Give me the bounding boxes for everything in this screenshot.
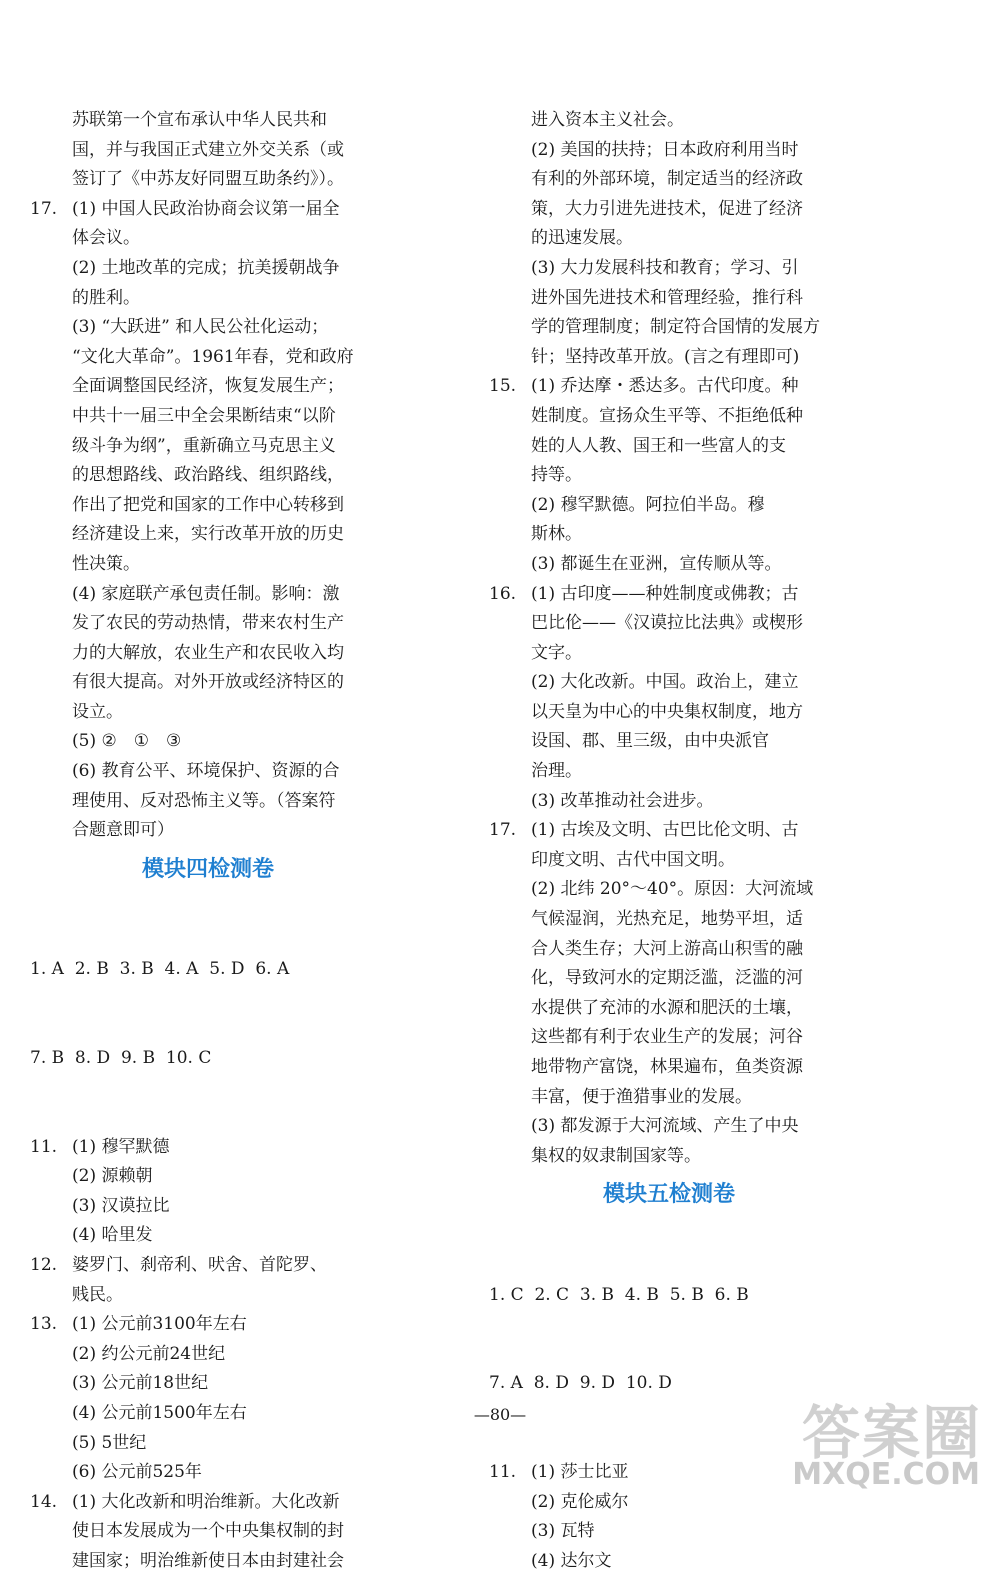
- question-number: 16.: [489, 583, 517, 604]
- q16-continuation: [30, 106, 386, 195]
- text-line: 发了农民的劳动热情，带来农村生产: [72, 613, 344, 634]
- text-line: (3) 都发源于大河流域、产生了中央: [531, 1116, 799, 1137]
- text-line: (2) 北纬 20°～40°。原因：大河流域: [531, 879, 814, 900]
- text-line: 有利的外部环境，制定适当的经济政: [531, 169, 803, 190]
- text-line: (1) 古印度——种姓制度或佛教；古: [531, 583, 799, 604]
- text-line: 作出了把党和国家的工作中心转移到: [72, 494, 344, 515]
- text-line: 理使用、反对恐怖主义等。（答案符: [72, 790, 336, 811]
- text-line: 印度文明、古代中国文明。: [531, 849, 735, 870]
- text-line: 设立。: [72, 701, 123, 722]
- text-line: (4) 公元前1500年左右: [72, 1402, 247, 1423]
- text-line: 丰富，便于渔猎事业的发展。: [531, 1086, 752, 1107]
- text-line: (1) 古埃及文明、古巴比伦文明、古: [531, 820, 799, 841]
- text-line: (3) “大跃进” 和人民公社化运动；: [72, 317, 329, 338]
- text-line: (3) 都诞生在亚洲，宣传顺从等。: [531, 553, 782, 574]
- text-line: 国，并与我国正式建立外交关系（或: [72, 139, 344, 160]
- text-line: 化，导致河水的定期泛滥，泛滥的河: [531, 968, 803, 989]
- question-17-m4: [489, 816, 849, 1171]
- text-line: 建国家；明治维新使日本由封建社会: [72, 1550, 344, 1571]
- question-15-m4: [489, 372, 849, 579]
- text-line: 斯林。: [531, 524, 582, 545]
- text-line: (2) 克伦威尔: [531, 1491, 629, 1512]
- question-number: 14.: [30, 1491, 58, 1512]
- text-line: 使日本发展成为一个中央集权制的封: [72, 1521, 344, 1542]
- question-number: 15.: [489, 376, 517, 397]
- text-line: 这些都有利于农业生产的发展；河谷: [531, 1027, 803, 1048]
- section-heading-module-5: 模块五检测卷: [602, 1182, 735, 1208]
- question-11-m4: [30, 1133, 386, 1251]
- text-line: 持等。: [531, 465, 582, 486]
- text-line: 治理。: [531, 761, 582, 782]
- question-number: 11.: [30, 1136, 58, 1157]
- text-line: 7. A 8. D 9. D 10. D: [489, 1373, 672, 1394]
- watermark-text: 答案圈: [801, 1399, 982, 1467]
- text-line: 合人类生存；大河上游高山积雪的融: [531, 938, 803, 959]
- text-line: (4) 家庭联产承包责任制。影响：激: [72, 583, 340, 604]
- watermark-url: MXQE.COM: [792, 1457, 980, 1492]
- text-line: (2) 土地改革的完成；抗美援朝战争: [72, 257, 340, 278]
- text-line: 体会议。: [72, 228, 140, 249]
- text-line: 地带物产富饶，林果遍布，鱼类资源: [531, 1057, 803, 1077]
- text-line: 进入资本主义社会。: [531, 110, 684, 130]
- text-line: 文字。: [531, 642, 582, 663]
- question-number: 17.: [489, 820, 517, 841]
- text-line: 经济建设上来，实行改革开放的历史: [72, 524, 344, 545]
- page-number: —80—: [473, 1405, 527, 1424]
- text-line: (3) 汉谟拉比: [72, 1195, 170, 1216]
- text-line: (5) 5世纪: [72, 1432, 147, 1453]
- text-line: (5) ② ① ③: [72, 731, 182, 752]
- question-12-m4: [30, 1251, 386, 1310]
- text-line: 姓制度。宣扬众生平等、不拒绝低种: [531, 405, 803, 426]
- text-line: 以天皇为中心的中央集权制度，地方: [531, 701, 803, 722]
- question-number: 13.: [30, 1314, 58, 1335]
- text-line: 学的管理制度；制定符合国情的发展方: [531, 317, 820, 338]
- text-line: 的思想路线、政治路线、组织路线，: [72, 465, 344, 486]
- text-line: (3) 瓦特: [531, 1521, 595, 1542]
- left-column: [30, 106, 386, 1577]
- watermark-logo: [792, 1386, 990, 1496]
- text-line: (2) 穆罕默德。阿拉伯半岛。穆: [531, 494, 765, 515]
- text-line: (2) 美国的扶持；日本政府利用当时: [531, 139, 799, 160]
- question-14-m4: [30, 1488, 386, 1577]
- text-line: (3) 大力发展科技和教育；学习、引: [531, 257, 799, 278]
- text-line: (4) 达尔文: [531, 1550, 612, 1571]
- text-line: 婆罗门、刹帝利、吠舍、首陀罗、: [72, 1254, 327, 1275]
- text-line: 进外国先进技术和管理经验，推行科: [531, 287, 803, 308]
- text-line: 中共十一届三中全会果断结束“以阶: [72, 405, 336, 426]
- section-heading-module-4: 模块四检测卷: [141, 856, 274, 882]
- text-line: 全面调整国民经济，恢复发展生产；: [72, 376, 344, 397]
- text-line: 水提供了充沛的水源和肥沃的土壤，: [531, 997, 803, 1018]
- text-line: 集权的奴隶制国家等。: [531, 1145, 701, 1166]
- text-line: “文化大革命”。1961年春，党和政府: [72, 346, 354, 367]
- text-line: (2) 大化改新。中国。政治上，建立: [531, 672, 799, 693]
- text-line: 性决策。: [72, 553, 140, 574]
- question-16-m4: [489, 580, 849, 817]
- text-line: 1. C 2. C 3. B 4. B 5. B 6. B: [489, 1284, 749, 1305]
- question-17-body: [30, 224, 386, 845]
- text-line: (1) 莎士比亚: [531, 1462, 629, 1483]
- text-line: 的迅速发展。: [531, 228, 633, 249]
- question-number: 17.: [30, 198, 58, 219]
- text-line: (1) 大化改新和明治维新。大化改新: [72, 1491, 340, 1512]
- text-line: 气候湿润，光热充足，地势平坦，适: [531, 909, 803, 930]
- text-line: (1) 穆罕默德: [72, 1136, 170, 1157]
- text-line: 针；坚持改革开放。(言之有理即可): [531, 346, 800, 367]
- question-number: 11.: [489, 1462, 517, 1483]
- text-line: 7. B 8. D 9. B 10. C: [30, 1047, 212, 1068]
- text-line: (6) 教育公平、环境保护、资源的合: [72, 761, 340, 782]
- text-line: 贱民。: [72, 1284, 123, 1305]
- text-line: (1) 公元前3100年左右: [72, 1314, 247, 1335]
- multiple-choice-answers-4: [30, 896, 386, 1133]
- text-line: 巴比伦——《汉谟拉比法典》或楔形: [531, 613, 803, 634]
- text-line: (1) 中国人民政治协商会议第一届全: [72, 198, 340, 219]
- question-number: 12.: [30, 1254, 58, 1275]
- text-line: 1. A 2. B 3. B 4. A 5. D 6. A: [30, 959, 290, 980]
- text-line: 签订了《中苏友好同盟互助条约》）。: [72, 169, 344, 190]
- text-line: (2) 约公元前24世纪: [72, 1343, 226, 1364]
- text-line: (1) 乔达摩・悉达多。古代印度。种: [531, 376, 799, 397]
- text-line: 策，大力引进先进技术，促进了经济: [531, 198, 803, 219]
- right-column: [489, 106, 849, 1577]
- question-14-continuation: [489, 106, 849, 372]
- text-line: (6) 公元前525年: [72, 1462, 202, 1483]
- text-line: 设国、郡、里三级，由中央派官: [531, 731, 769, 752]
- text-line: (4) 哈里发: [72, 1225, 153, 1246]
- question-17: [30, 195, 386, 846]
- text-line: 苏联第一个宣布承认中华人民共和: [72, 110, 327, 130]
- text-line: 的胜利。: [72, 287, 140, 308]
- text-line: 级斗争为纲”，重新确立马克思主义: [72, 435, 336, 456]
- text-line: 姓的人人教、国王和一些富人的支: [531, 435, 786, 456]
- text-line: 力的大解放，农业生产和农民收入均: [72, 642, 344, 663]
- text-line: (2) 源赖朝: [72, 1166, 153, 1187]
- text-line: 合题意即可）: [72, 820, 174, 841]
- text-line: 有很大提高。对外开放或经济特区的: [72, 672, 344, 693]
- text-line: (3) 公元前18世纪: [72, 1373, 209, 1394]
- question-13-m4: [30, 1310, 386, 1488]
- text-line: (3) 改革推动社会进步。: [531, 790, 714, 811]
